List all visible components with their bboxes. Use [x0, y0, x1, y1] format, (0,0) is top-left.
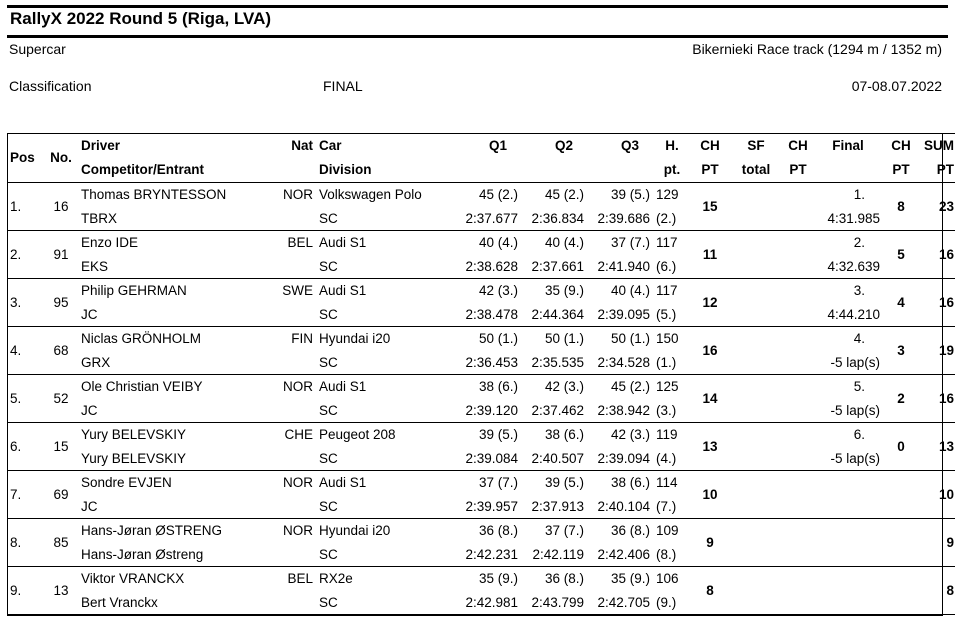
row-q3-points: 35 (9.) [610, 571, 650, 586]
row-entrant: TBRX [78, 207, 278, 231]
col-heat-pt: pt. [653, 158, 691, 183]
row-q2-points: 37 (7.) [544, 523, 584, 538]
row-nat-blank [278, 495, 316, 519]
row-entrant: Hans-Jøran Østreng [78, 543, 278, 567]
track-label: Bikernieki Race track (1294 m / 1352 m) [692, 41, 942, 57]
row-heat-points: 117 [656, 235, 678, 250]
table-row-sub [7, 207, 955, 231]
row-q3-time: 2:38.942 [587, 399, 653, 423]
row-nat: BEL [287, 235, 313, 250]
row-sum: 8 [919, 567, 955, 615]
row-ch-pt-2 [783, 231, 813, 279]
row-division: SC [316, 399, 449, 423]
row-nat: NOR [283, 523, 313, 538]
page-title: RallyX 2022 Round 5 (Riga, LVA) [10, 9, 272, 28]
table-row-sub [7, 543, 955, 567]
row-number: 85 [44, 519, 78, 567]
row-heat-points: 119 [656, 427, 678, 442]
row-final-pos: 6. [853, 427, 865, 442]
table-row-sub [7, 255, 955, 279]
row-sum: 19 [919, 327, 955, 375]
row-heat-rank: (1.) [653, 351, 691, 375]
row-q2-time: 2:36.834 [521, 207, 587, 231]
row-q2-points: 39 (5.) [544, 475, 584, 490]
row-nat: BEL [287, 571, 313, 586]
col-car: Car [316, 134, 449, 159]
row-number: 91 [44, 231, 78, 279]
row-q1-time: 2:42.231 [449, 543, 521, 567]
row-car: Hyundai i20 [319, 523, 391, 538]
row-division: SC [316, 207, 449, 231]
row-final-pos: 5. [853, 379, 865, 394]
row-ch-pt-3 [883, 567, 919, 615]
row-q3-points: 36 (8.) [610, 523, 650, 538]
row-sum: 16 [919, 375, 955, 423]
row-division: SC [316, 495, 449, 519]
row-division: SC [316, 591, 449, 615]
row-q2-time: 2:43.799 [521, 591, 587, 615]
col-q1: Q1 [449, 134, 521, 159]
row-q1-points: 45 (2.) [478, 187, 518, 202]
row-car: Peugeot 208 [319, 427, 396, 442]
row-driver: Viktor VRANCKX [81, 571, 185, 586]
col-q3: Q3 [587, 134, 653, 159]
row-entrant: EKS [78, 255, 278, 279]
col-ch-pt-2: CH [783, 134, 813, 159]
row-division: SC [316, 303, 449, 327]
row-pos: 8. [7, 519, 44, 567]
row-nat-blank [278, 447, 316, 471]
row-heat-points: 129 [656, 187, 679, 202]
row-ch-pt: 10 [691, 471, 729, 519]
row-q3-points: 42 (3.) [610, 427, 650, 442]
table-row [7, 183, 955, 207]
row-q1-time: 2:36.453 [449, 351, 521, 375]
category-label: Supercar [9, 41, 66, 57]
row-sf-total [729, 471, 783, 519]
row-entrant: Yury BELEVSKIY [78, 447, 278, 471]
status-label: FINAL [323, 78, 363, 94]
row-pos: 3. [7, 279, 44, 327]
row-q2-points: 35 (9.) [544, 283, 584, 298]
row-number: 52 [44, 375, 78, 423]
row-heat-points: 150 [656, 331, 679, 346]
col-sum-pt: PT [919, 158, 955, 183]
row-nat-blank [278, 303, 316, 327]
row-number: 16 [44, 183, 78, 231]
row-division: SC [316, 351, 449, 375]
row-q3-time: 2:39.686 [587, 207, 653, 231]
col-pos: Pos [7, 134, 44, 183]
row-driver: Yury BELEVSKIY [81, 427, 187, 442]
row-heat-points: 109 [656, 523, 679, 538]
row-sf-total [729, 567, 783, 615]
row-q3-time: 2:39.094 [587, 447, 653, 471]
header-row-2 [7, 158, 955, 183]
row-final-pos: 2. [853, 235, 865, 250]
dates-label: 07-08.07.2022 [851, 78, 942, 94]
row-driver: Sondre EVJEN [81, 475, 172, 490]
row-pos: 1. [7, 183, 44, 231]
row-entrant: JC [78, 399, 278, 423]
row-final-pos: 3. [853, 283, 865, 298]
col-entrant: Competitor/Entrant [78, 158, 278, 183]
row-final-time: 4:31.985 [813, 207, 883, 231]
classification-table [7, 133, 955, 615]
row-sf-total [729, 375, 783, 423]
row-heat-points: 125 [656, 379, 679, 394]
row-q2-time: 2:40.507 [521, 447, 587, 471]
row-q2-points: 42 (3.) [544, 379, 584, 394]
col-q1-blank [449, 158, 521, 183]
row-q3-time: 2:41.940 [587, 255, 653, 279]
row-ch-pt: 13 [691, 423, 729, 471]
row-entrant: JC [78, 303, 278, 327]
row-entrant: JC [78, 495, 278, 519]
row-pos: 4. [7, 327, 44, 375]
col-sf: SF [729, 134, 783, 159]
row-pos: 6. [7, 423, 44, 471]
row-q2-time: 2:42.119 [521, 543, 587, 567]
row-q3-time: 2:42.406 [587, 543, 653, 567]
row-q3-points: 37 (7.) [610, 235, 650, 250]
row-division: SC [316, 543, 449, 567]
row-car: Audi S1 [319, 379, 367, 394]
row-pos: 9. [7, 567, 44, 615]
row-nat: CHE [284, 427, 313, 442]
col-nat: Nat [278, 134, 316, 159]
row-q2-time: 2:37.913 [521, 495, 587, 519]
table-row [7, 327, 955, 351]
row-sf-total [729, 327, 783, 375]
row-ch-pt-2 [783, 375, 813, 423]
row-ch-pt: 16 [691, 327, 729, 375]
row-number: 68 [44, 327, 78, 375]
row-car: Audi S1 [319, 283, 367, 298]
row-ch-pt-3: 5 [883, 231, 919, 279]
row-driver: Hans-Jøran ØSTRENG [81, 523, 223, 538]
row-nat-blank [278, 255, 316, 279]
table-row-sub [7, 495, 955, 519]
row-q2-time: 2:44.364 [521, 303, 587, 327]
row-q1-points: 42 (3.) [478, 283, 518, 298]
col-final-blank [813, 158, 883, 183]
row-car: RX2e [319, 571, 353, 586]
row-car: Hyundai i20 [319, 331, 391, 346]
row-entrant: GRX [78, 351, 278, 375]
col-ch-pt-1b: PT [691, 158, 729, 183]
row-division: SC [316, 447, 449, 471]
row-sum: 9 [919, 519, 955, 567]
row-ch-pt: 9 [691, 519, 729, 567]
row-q1-time: 2:39.120 [449, 399, 521, 423]
col-final: Final [813, 134, 883, 159]
row-ch-pt-2 [783, 423, 813, 471]
row-ch-pt: 14 [691, 375, 729, 423]
row-nat: SWE [282, 283, 313, 298]
row-q1-points: 36 (8.) [478, 523, 518, 538]
row-nat: NOR [283, 475, 313, 490]
col-driver: Driver [78, 134, 278, 159]
table-row [7, 279, 955, 303]
row-heat-rank: (7.) [653, 495, 691, 519]
row-q2-points: 38 (6.) [544, 427, 584, 442]
row-final-pos [813, 567, 883, 591]
row-ch-pt-2 [783, 279, 813, 327]
row-q1-time: 2:42.981 [449, 591, 521, 615]
table-row [7, 519, 955, 543]
row-heat-rank: (8.) [653, 543, 691, 567]
row-heat-points: 106 [656, 571, 679, 586]
doc-type-label: Classification [9, 78, 92, 94]
row-q2-points: 50 (1.) [544, 331, 584, 346]
row-q2-points: 40 (4.) [544, 235, 584, 250]
table-row [7, 231, 955, 255]
table-row-sub [7, 303, 955, 327]
row-sum: 13 [919, 423, 955, 471]
row-driver: Philip GEHRMAN [81, 283, 187, 298]
col-nat-blank [278, 158, 316, 183]
table-row [7, 471, 955, 495]
row-sf-total [729, 423, 783, 471]
row-heat-points: 114 [656, 475, 678, 490]
row-ch-pt-3: 4 [883, 279, 919, 327]
row-car: Audi S1 [319, 475, 367, 490]
row-ch-pt-3: 2 [883, 375, 919, 423]
row-q1-points: 40 (4.) [478, 235, 518, 250]
row-nat-blank [278, 207, 316, 231]
row-q3-points: 45 (2.) [610, 379, 650, 394]
row-ch-pt-3 [883, 519, 919, 567]
row-final-time: 4:44.210 [813, 303, 883, 327]
col-q2: Q2 [521, 134, 587, 159]
row-q1-points: 38 (6.) [478, 379, 518, 394]
row-q3-time: 2:34.528 [587, 351, 653, 375]
row-sf-total [729, 279, 783, 327]
col-ch-pt-2b: PT [783, 158, 813, 183]
row-q2-time: 2:37.661 [521, 255, 587, 279]
col-heat: H. [653, 134, 691, 159]
row-car: Volkswagen Polo [319, 187, 422, 202]
row-q3-time: 2:42.705 [587, 591, 653, 615]
row-number: 13 [44, 567, 78, 615]
row-final-pos [813, 519, 883, 543]
col-sum: SUM [919, 134, 955, 159]
row-nat: FIN [291, 331, 313, 346]
row-division: SC [316, 255, 449, 279]
row-final-time [813, 543, 883, 567]
row-q3-time: 2:39.095 [587, 303, 653, 327]
row-final-time [813, 591, 883, 615]
title-rule [7, 35, 948, 38]
row-q1-time: 2:38.478 [449, 303, 521, 327]
row-nat-blank [278, 351, 316, 375]
row-ch-pt-3: 0 [883, 423, 919, 471]
row-ch-pt-2 [783, 327, 813, 375]
row-sf-total [729, 183, 783, 231]
row-q1-time: 2:38.628 [449, 255, 521, 279]
row-q1-time: 2:39.957 [449, 495, 521, 519]
col-division: Division [316, 158, 449, 183]
col-ch-pt-1: CH [691, 134, 729, 159]
col-q2-blank [521, 158, 587, 183]
row-pos: 5. [7, 375, 44, 423]
table-row [7, 423, 955, 447]
row-q3-points: 38 (6.) [610, 475, 650, 490]
table-row-sub [7, 399, 955, 423]
col-no: No. [44, 134, 78, 183]
row-final-pos [813, 471, 883, 495]
row-q1-points: 50 (1.) [478, 331, 518, 346]
row-sf-total [729, 231, 783, 279]
row-heat-rank: (5.) [653, 303, 691, 327]
row-driver: Enzo IDE [81, 235, 139, 250]
row-ch-pt: 15 [691, 183, 729, 231]
row-heat-rank: (6.) [653, 255, 691, 279]
row-q1-points: 39 (5.) [478, 427, 518, 442]
row-driver: Ole Christian VEIBY [81, 379, 203, 394]
row-ch-pt-3: 3 [883, 327, 919, 375]
row-heat-rank: (4.) [653, 447, 691, 471]
header-row-1 [7, 134, 955, 159]
col-q3-blank [587, 158, 653, 183]
row-entrant: Bert Vranckx [78, 591, 278, 615]
row-number: 95 [44, 279, 78, 327]
row-final-pos: 1. [853, 187, 865, 202]
row-sf-total [729, 519, 783, 567]
row-sum: 23 [919, 183, 955, 231]
table-row [7, 375, 955, 399]
row-ch-pt: 12 [691, 279, 729, 327]
row-heat-rank: (3.) [653, 399, 691, 423]
col-sf-total: total [729, 158, 783, 183]
row-sum: 16 [919, 231, 955, 279]
row-final-time: 4:32.639 [813, 255, 883, 279]
table-row [7, 567, 955, 591]
row-number: 15 [44, 423, 78, 471]
row-pos: 2. [7, 231, 44, 279]
row-ch-pt-3 [883, 471, 919, 519]
row-q1-points: 35 (9.) [478, 571, 518, 586]
top-rule [7, 5, 948, 8]
row-nat-blank [278, 591, 316, 615]
row-q3-points: 40 (4.) [610, 283, 650, 298]
row-driver: Niclas GRÖNHOLM [81, 331, 202, 346]
row-final-time: -5 lap(s) [813, 399, 883, 423]
row-q3-points: 50 (1.) [610, 331, 650, 346]
row-heat-points: 117 [656, 283, 678, 298]
row-q1-time: 2:39.084 [449, 447, 521, 471]
row-q3-time: 2:40.104 [587, 495, 653, 519]
table-row-sub [7, 447, 955, 471]
row-heat-rank: (2.) [653, 207, 691, 231]
row-final-time: -5 lap(s) [813, 447, 883, 471]
row-ch-pt-2 [783, 183, 813, 231]
table-row-sub [7, 351, 955, 375]
row-final-time: -5 lap(s) [813, 351, 883, 375]
row-sum: 10 [919, 471, 955, 519]
row-nat: NOR [283, 187, 313, 202]
row-q2-time: 2:37.462 [521, 399, 587, 423]
row-driver: Thomas BRYNTESSON [81, 187, 227, 202]
row-q2-points: 36 (8.) [544, 571, 584, 586]
row-nat-blank [278, 543, 316, 567]
row-ch-pt: 8 [691, 567, 729, 615]
row-ch-pt-2 [783, 519, 813, 567]
table-row-sub [7, 591, 955, 615]
row-number: 69 [44, 471, 78, 519]
row-sum: 16 [919, 279, 955, 327]
row-q2-time: 2:35.535 [521, 351, 587, 375]
row-q1-time: 2:37.677 [449, 207, 521, 231]
col-ch-pt-3b: PT [883, 158, 919, 183]
row-q1-points: 37 (7.) [478, 475, 518, 490]
col-ch-pt-3: CH [883, 134, 919, 159]
row-q2-points: 45 (2.) [544, 187, 584, 202]
row-ch-pt: 11 [691, 231, 729, 279]
row-nat: NOR [283, 379, 313, 394]
row-q3-points: 39 (5.) [610, 187, 650, 202]
row-nat-blank [278, 399, 316, 423]
row-final-pos: 4. [853, 331, 865, 346]
row-ch-pt-3: 8 [883, 183, 919, 231]
row-heat-rank: (9.) [653, 591, 691, 615]
row-ch-pt-2 [783, 471, 813, 519]
row-car: Audi S1 [319, 235, 367, 250]
row-final-time [813, 495, 883, 519]
row-pos: 7. [7, 471, 44, 519]
row-ch-pt-2 [783, 567, 813, 615]
